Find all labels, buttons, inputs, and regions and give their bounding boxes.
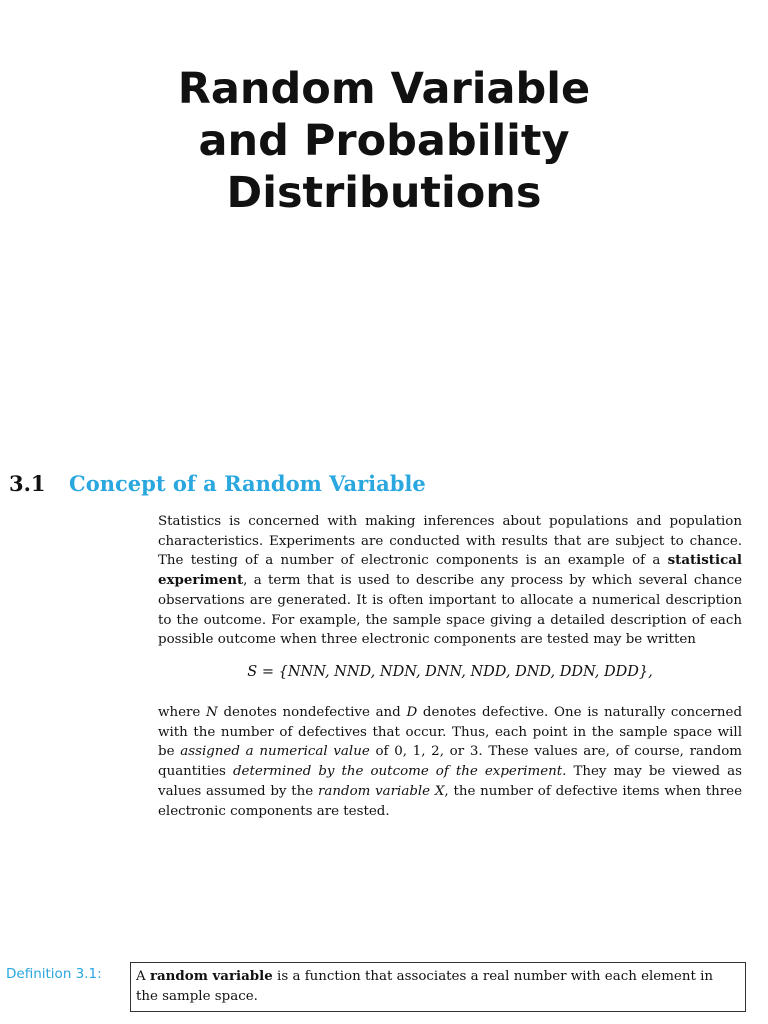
section-number: 3.1	[9, 471, 46, 496]
chapter-title-line: Random Variable	[177, 64, 591, 114]
paragraph-text: , a term that is used to describe any process by which several chance observations are generated. It is often important to allocate a numerical description to the outcome. For example, the sample space giving a detailed description of each possible outcome when three electronic components are tested may be written	[158, 573, 742, 648]
chapter-title	[0, 63, 768, 219]
paragraph-text: , the number of defective items when three electronic components are tested.	[158, 783, 743, 819]
paragraph-text: of 0, 1, 2, or 3. These values are, of course, random quantities	[158, 744, 742, 780]
chapter-title-line: and Probability	[198, 116, 570, 166]
explanation-paragraph	[158, 703, 742, 821]
paragraph-text: denotes nondefective and	[217, 705, 407, 720]
section-title: Concept of a Random Variable	[69, 471, 426, 496]
section-heading	[9, 470, 426, 498]
definition-text: A	[136, 969, 150, 984]
paragraph-text: Statistics is concerned with making inferences about populations and population characteristics. Experiments are conducted with results that are subject to chance. The testing of a number of electronic components is an example of a	[158, 514, 742, 569]
italic-term: random variable X	[317, 783, 445, 799]
italic-term: N	[206, 705, 218, 720]
intro-paragraph	[158, 512, 742, 650]
definition-label: Definition 3.1:	[6, 966, 102, 982]
paragraph-text: They may be viewed as values assumed by the	[158, 764, 743, 799]
definition-box	[130, 962, 746, 1012]
definition-term: random variable	[149, 968, 273, 984]
paragraph-text: where	[158, 705, 207, 720]
sample-space-equation: S = {NNN, NND, NDN, DNN, NDD, DND, DDN, DDD},	[247, 664, 653, 680]
bold-term: statistical experiment	[158, 552, 742, 589]
italic-term: determined by the outcome of the experiment.	[232, 764, 567, 780]
italic-term: D	[406, 705, 418, 720]
italic-term: assigned a numerical value	[180, 744, 370, 760]
paragraph-text: denotes defective. One is naturally concerned with the number of defectives that occur. Thus, each point in the sample space will be	[158, 705, 743, 760]
definition-text: is a function that associates a real number with each element in the sample space.	[136, 969, 714, 1004]
chapter-title-line: Distributions	[226, 168, 542, 218]
